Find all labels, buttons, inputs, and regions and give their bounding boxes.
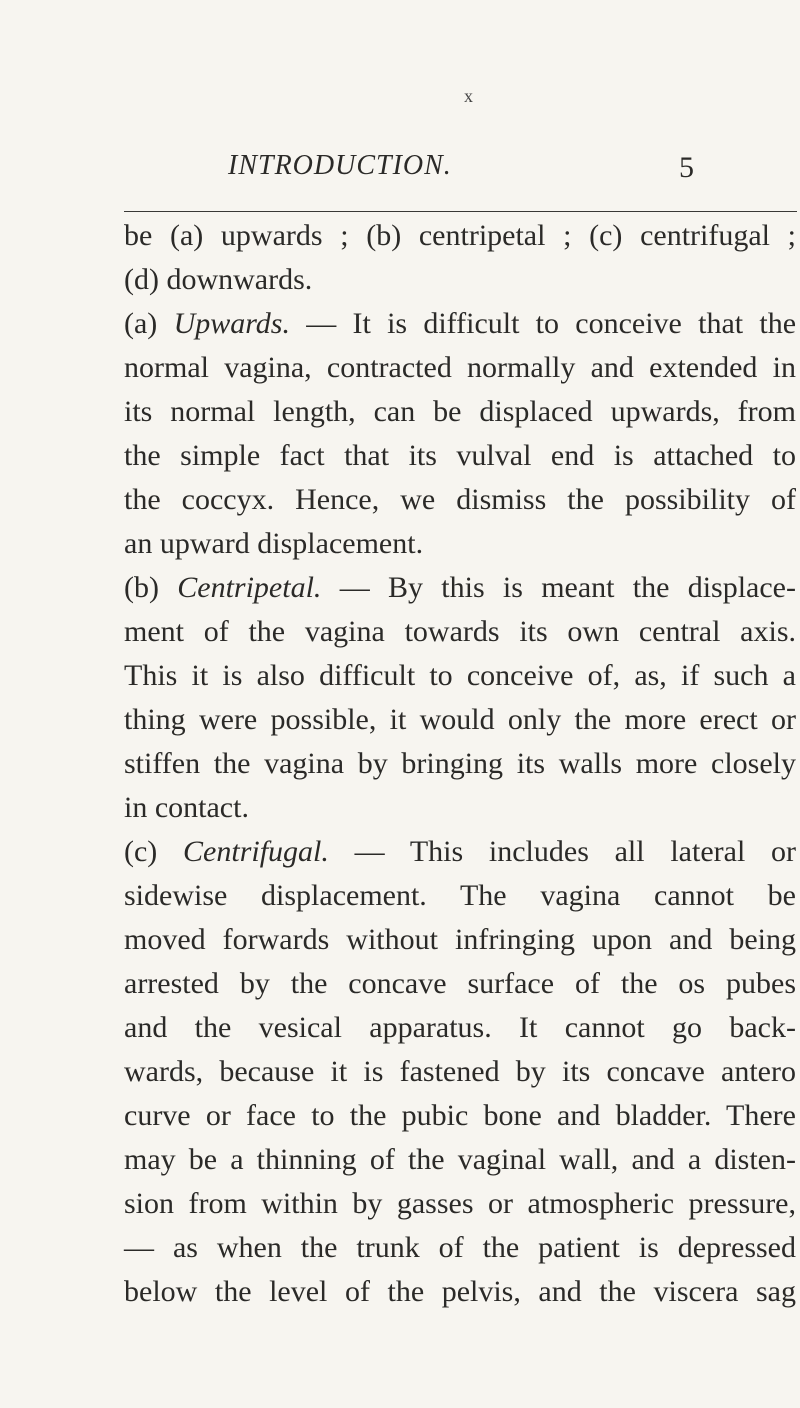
text-line: This it is also difficult to conceive of, as, if such a <box>124 659 796 692</box>
line-suffix: — By this is meant the displace- <box>321 571 796 604</box>
line-prefix: (b) <box>124 571 178 604</box>
text-line <box>124 830 796 874</box>
text-line: the coccyx. Hence, we dismiss the possibility of <box>124 483 796 516</box>
page-number: 5 <box>679 151 694 184</box>
section-heading-italic: Upwards. <box>173 307 290 340</box>
text-line: moved forwards without infringing upon and being <box>124 923 796 956</box>
text-line: curve or face to the pubic bone and bladder. There <box>124 1099 796 1132</box>
text-line: sidewise displacement. The vagina cannot be <box>124 879 796 912</box>
text-line: may be a thinning of the vaginal wall, and a disten- <box>124 1143 796 1176</box>
text-line <box>124 302 796 346</box>
text-line: (d) downwards. <box>124 263 313 296</box>
text-line: arrested by the concave surface of the os pubes <box>124 967 796 1000</box>
section-heading-italic: Centripetal. <box>177 571 322 604</box>
text-line: sion from within by gasses or atmospheric pressure, <box>124 1187 796 1220</box>
body-text <box>124 214 796 1314</box>
line-suffix: — It is difficult to conceive that the <box>289 307 797 340</box>
running-title: INTRODUCTION. <box>228 150 452 181</box>
line-prefix: (a) <box>124 307 174 340</box>
line-suffix: — This includes all lateral or <box>328 835 797 868</box>
text-line: in contact. <box>124 791 249 824</box>
page-header <box>124 150 796 190</box>
text-line: — as when the trunk of the patient is depressed <box>124 1231 796 1264</box>
printing-fleck: x <box>464 86 473 106</box>
text-line: wards, because it is fastened by its concave antero <box>124 1055 796 1088</box>
text-line: stiffen the vagina by bringing its walls more closely <box>124 747 796 780</box>
section-heading-italic: Centrifugal. <box>183 835 329 868</box>
header-rule <box>124 211 797 212</box>
text-line: and the vesical apparatus. It cannot go back- <box>124 1011 796 1044</box>
text-line: thing were possible, it would only the more erect or <box>124 703 796 736</box>
text-line: its normal length, can be displaced upwards, from <box>124 395 796 428</box>
text-line: the simple fact that its vulval end is attached to <box>124 439 796 472</box>
text-line: below the level of the pelvis, and the viscera sag <box>124 1275 796 1308</box>
line-prefix: (c) <box>124 835 184 868</box>
text-line: normal vagina, contracted normally and extended in <box>124 351 796 384</box>
text-line: ment of the vagina towards its own central axis. <box>124 615 796 648</box>
text-line <box>124 566 796 610</box>
text-line: an upward displacement. <box>124 527 424 560</box>
text-line: be (a) upwards ; (b) centripetal ; (c) centrifugal ; <box>124 219 796 252</box>
